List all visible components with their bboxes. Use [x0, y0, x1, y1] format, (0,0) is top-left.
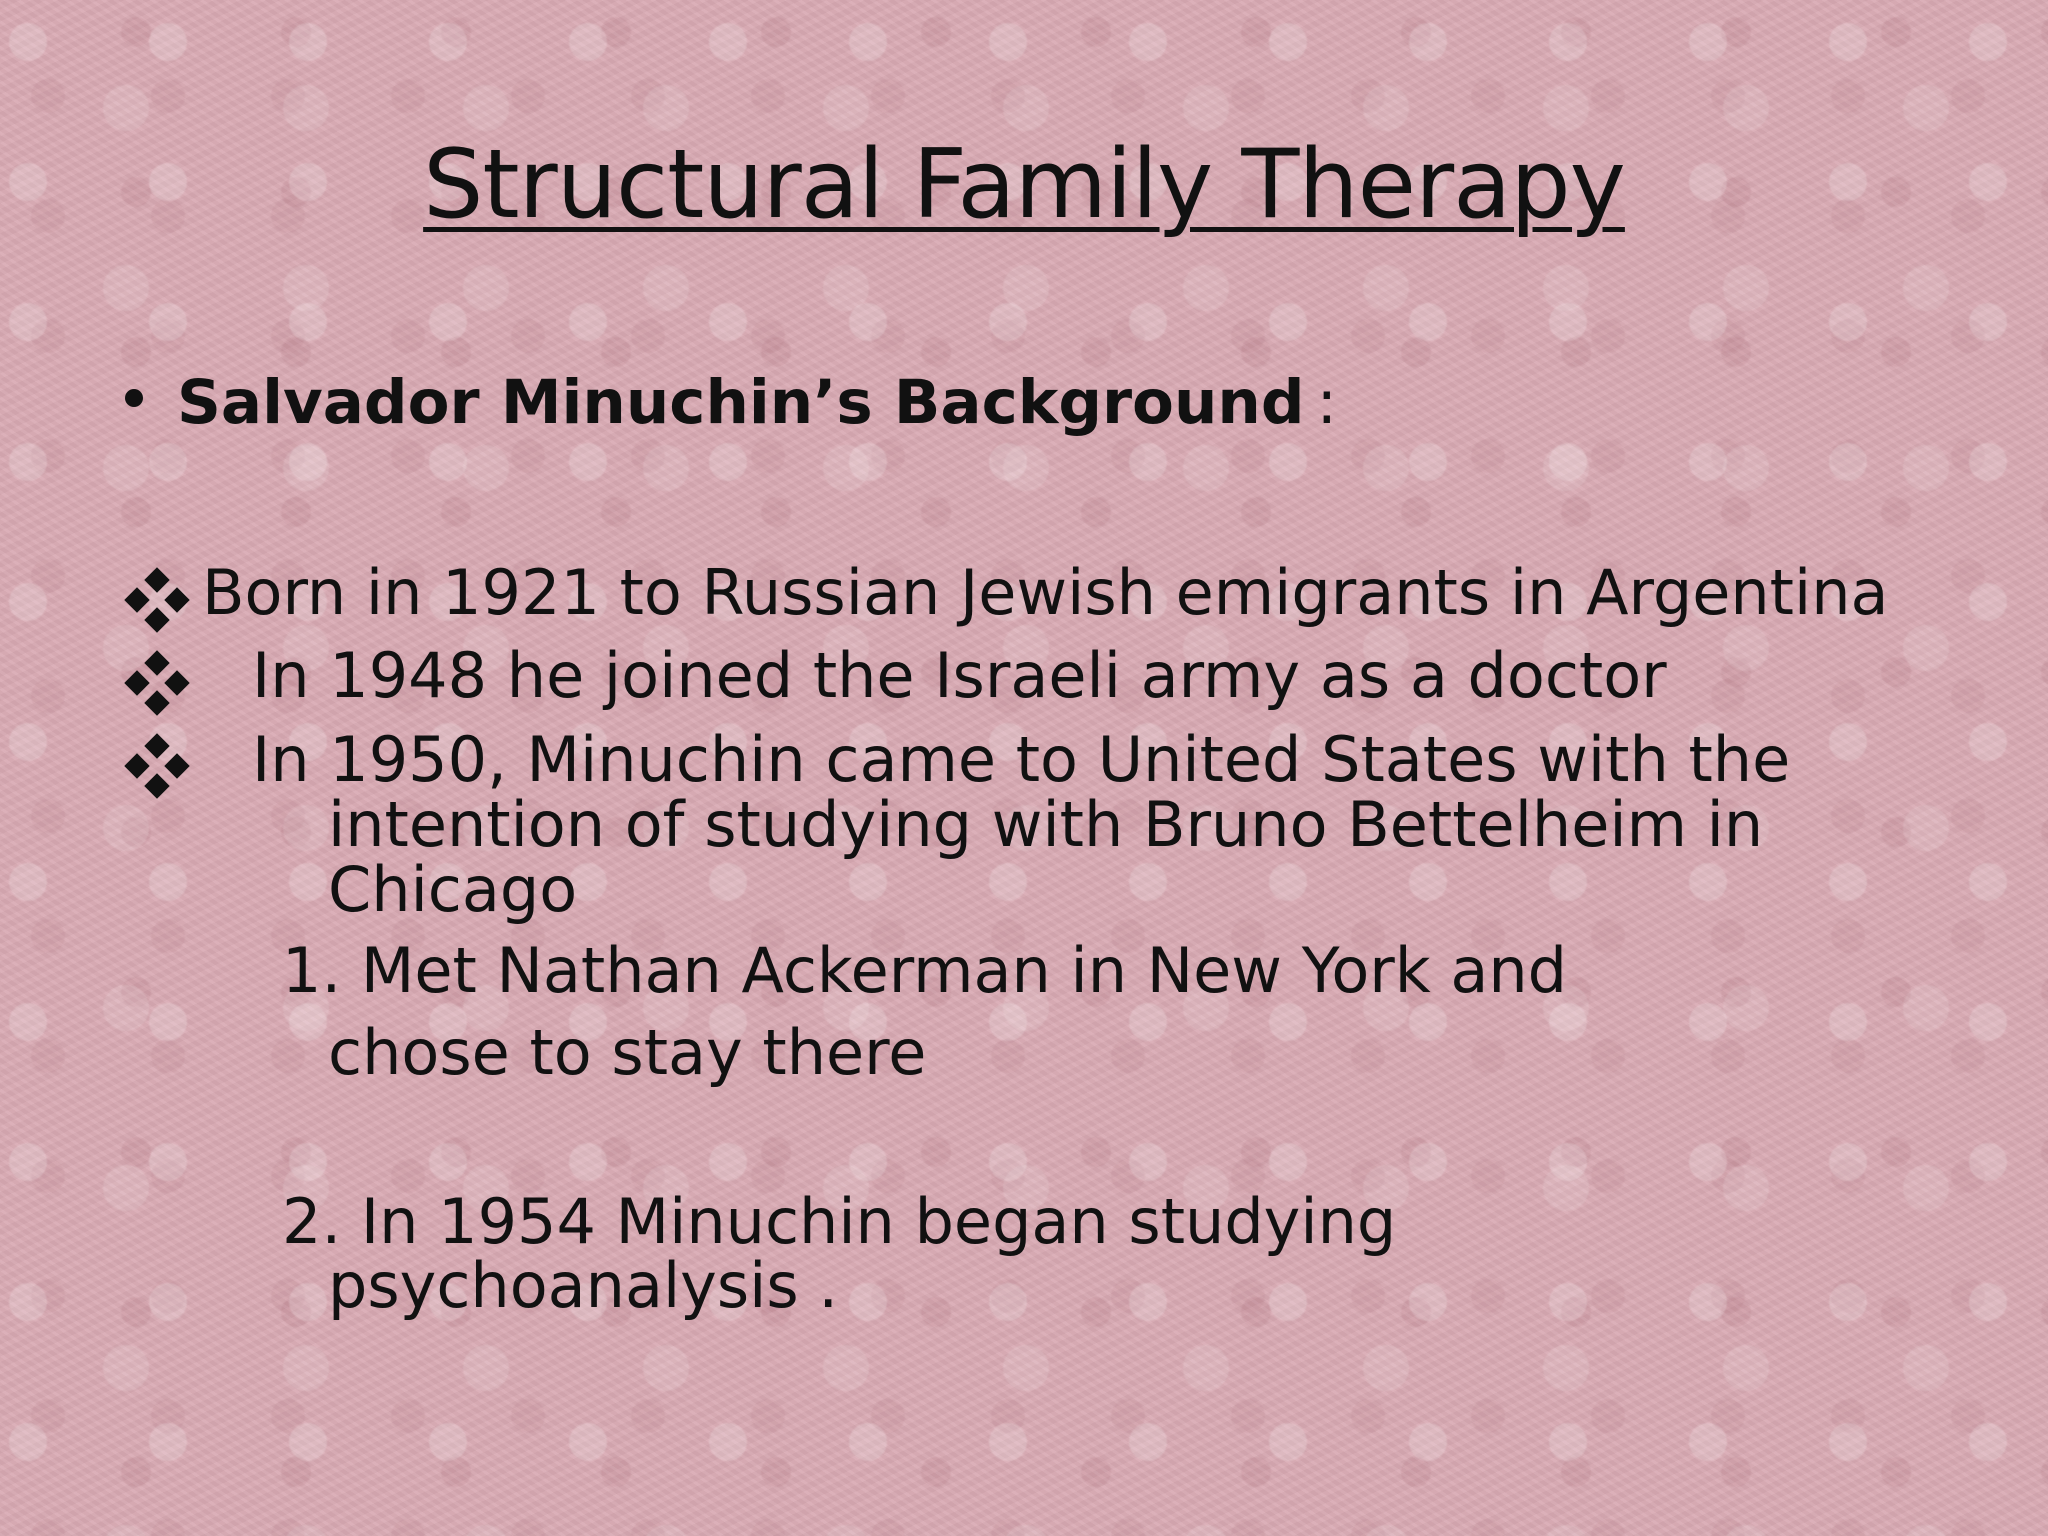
list-item-born: Born in 1921 to Russian Jewish emigrants in Argentina: [202, 556, 1889, 629]
list-item-us-line3: Chicago: [328, 853, 578, 926]
section-heading-row: [125, 368, 1337, 438]
subitem-psychoanalysis-line1: 2. In 1954 Minuchin began studying: [282, 1185, 1397, 1258]
list-item-us-line2: intention of studying with Bruno Bettelheim in: [328, 788, 1764, 861]
list-item-army: In 1948 he joined the Israeli army as a doctor: [252, 639, 1667, 712]
diamond-bullet-icon: [128, 571, 186, 629]
round-bullet-icon: [125, 389, 143, 407]
subitem-psychoanalysis-line2: psychoanalysis .: [328, 1249, 839, 1322]
subitem-ackerman-line1: 1. Met Nathan Ackerman in New York and: [282, 934, 1568, 1007]
section-heading: Salvador Minuchin’s Background: [177, 367, 1305, 438]
diamond-bullet-icon: [128, 737, 186, 795]
list-item-us-line1: In 1950, Minuchin came to United States with the: [252, 723, 1791, 796]
section-heading-colon: :: [1316, 367, 1338, 438]
subitem-ackerman-line2: chose to stay there: [328, 1016, 927, 1089]
diamond-bullet-icon: [128, 654, 186, 712]
slide-title: Structural Family Therapy: [423, 130, 1625, 240]
